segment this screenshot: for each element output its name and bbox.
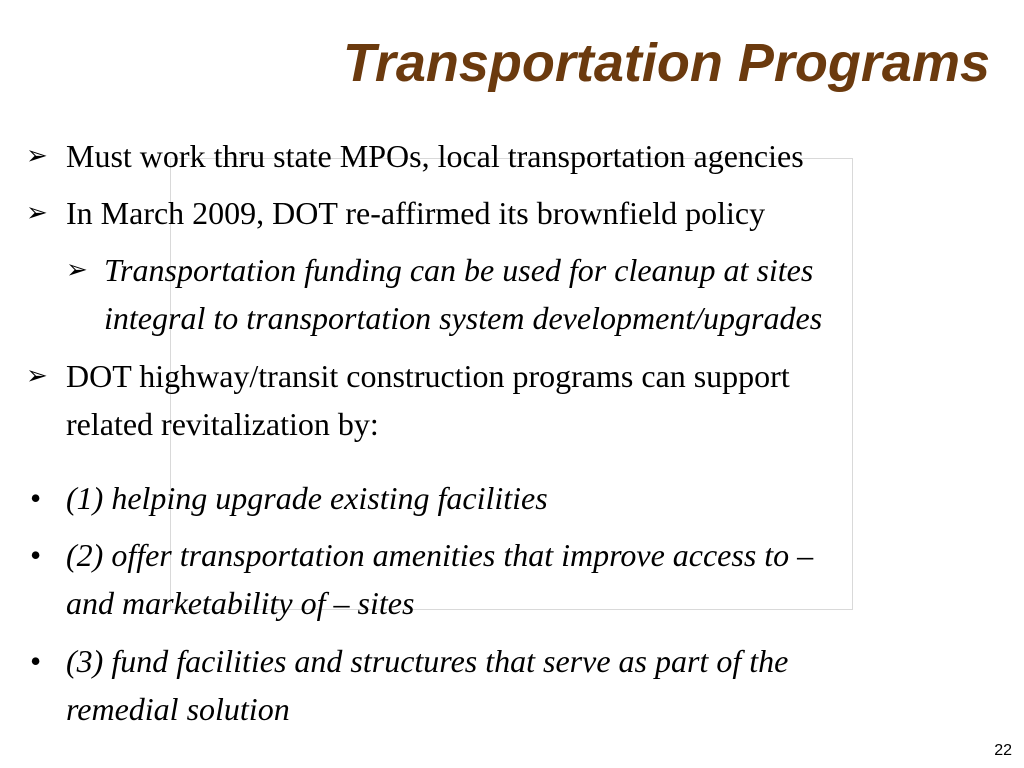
bullet-text-1: Must work thru state MPOs, local transportation agencies xyxy=(66,138,804,174)
dot-bullet-item-2 xyxy=(26,531,813,627)
slide-title: Transportation Programs xyxy=(342,33,990,93)
dot-bullet-icon: • xyxy=(30,480,42,516)
dot-bullet-text-1: (1) helping upgrade existing facilities xyxy=(66,480,548,516)
dot-bullet-icon: • xyxy=(30,537,42,573)
sub-bullet-text-1: Transportation funding can be used for cleanup at sites integral to transportation system development/upgrades xyxy=(104,252,823,336)
dot-bullet-icon: • xyxy=(30,643,42,679)
bullet-item-3 xyxy=(26,352,790,448)
arrow-bullet-icon: ➢ xyxy=(66,255,88,284)
page-number: 22 xyxy=(994,742,1012,759)
dot-bullet-text-3: (3) fund facilities and structures that serve as part of the remedial solution xyxy=(66,643,789,727)
bullet-text-2: In March 2009, DOT re-affirmed its brownfield policy xyxy=(66,195,766,231)
dot-bullet-text-2: (2) offer transportation amenities that improve access to – and marketability of – sites xyxy=(66,537,814,621)
dot-bullet-item-3 xyxy=(26,637,788,733)
dot-bullet-item-1 xyxy=(26,474,548,522)
sub-bullet-item-1 xyxy=(66,246,822,342)
arrow-bullet-icon: ➢ xyxy=(26,141,48,170)
bullet-text-3: DOT highway/transit construction programs can support related revitalization by: xyxy=(66,358,790,442)
arrow-bullet-icon: ➢ xyxy=(26,198,48,227)
bullet-item-2 xyxy=(26,189,765,237)
arrow-bullet-icon: ➢ xyxy=(26,361,48,390)
bullet-item-1 xyxy=(26,132,804,180)
